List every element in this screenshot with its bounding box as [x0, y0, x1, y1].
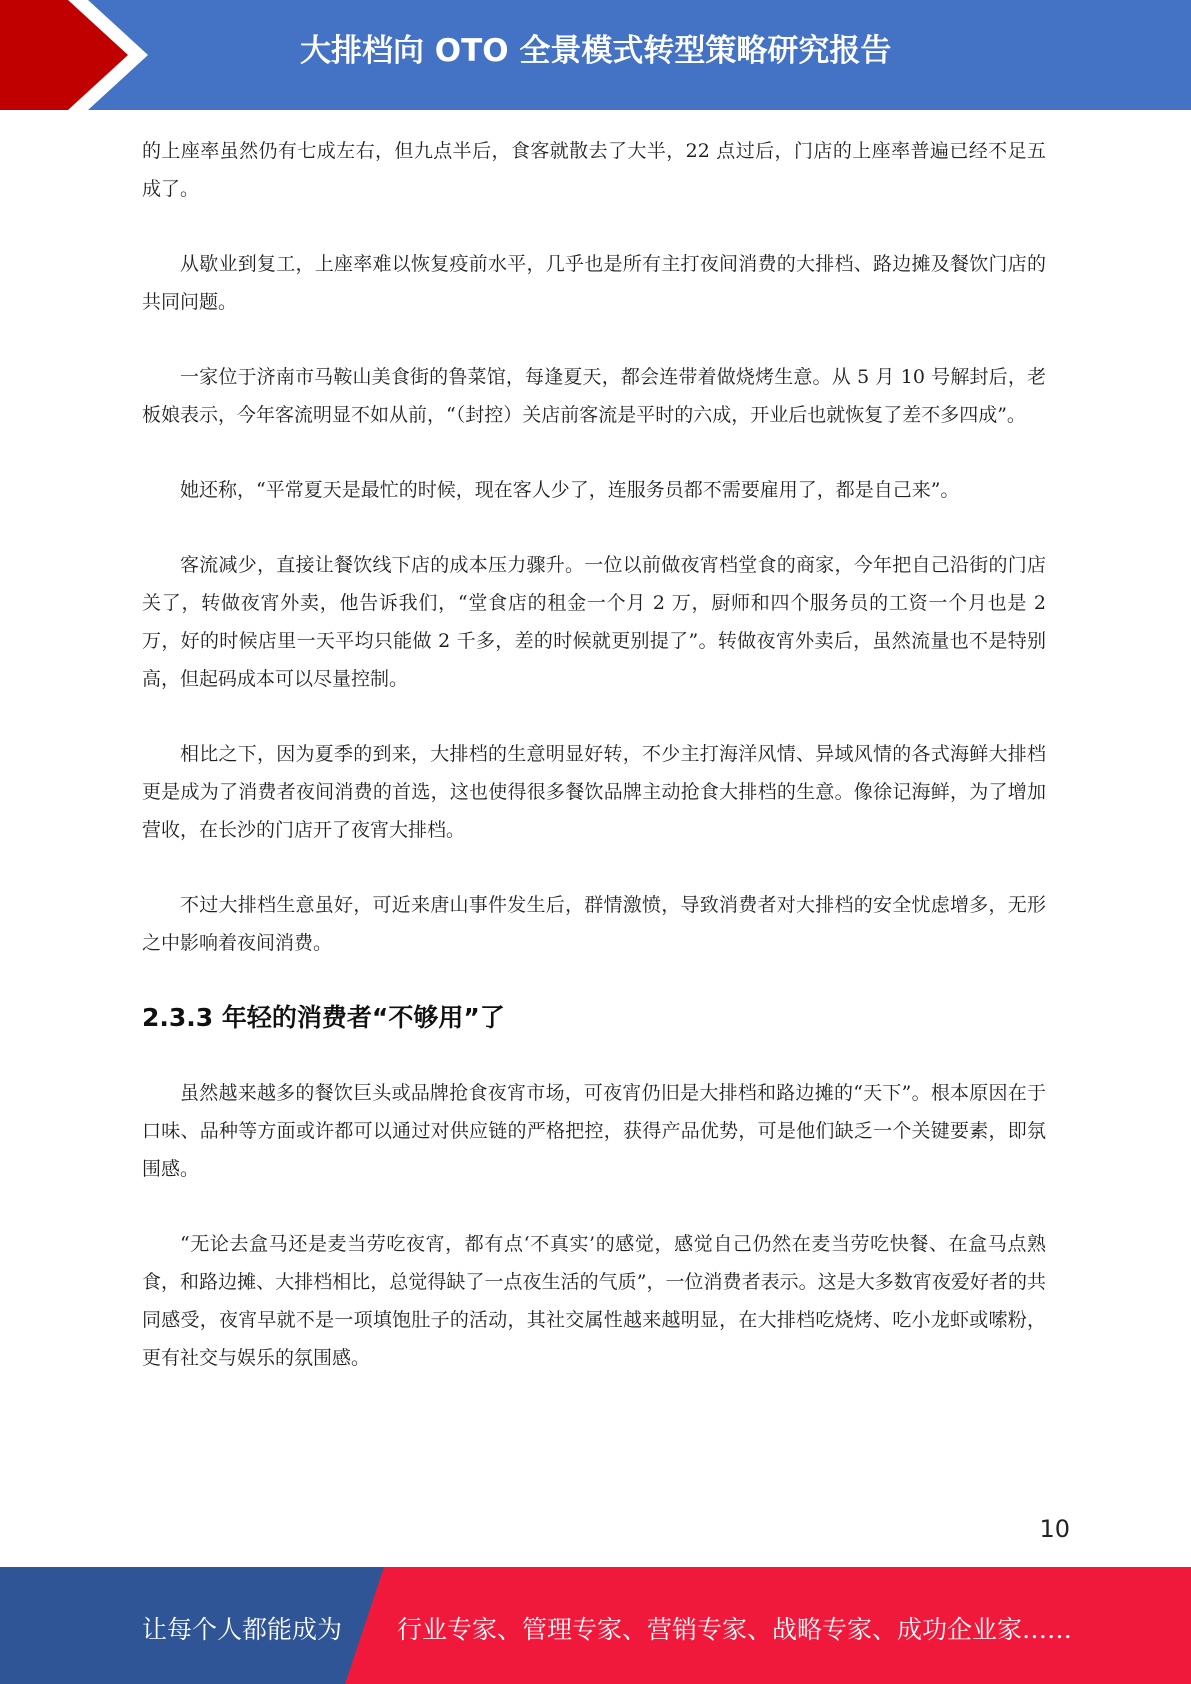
- page-number: 10: [1039, 1515, 1070, 1543]
- footer-slogan-right: 行业专家、管理专家、营销专家、战略专家、成功企业家……: [397, 1615, 1073, 1644]
- paragraph: 她还称，“平常夏天是最忙的时候，现在客人少了，连服务员都不需要雇用了，都是自己来”。: [180, 479, 960, 501]
- footer-banner: [0, 1567, 1191, 1684]
- document-body: [142, 132, 1046, 1377]
- paragraph: 虽然越来越多的餐饮巨头或品牌抢食夜宵市场，可夜宵仍旧是大排档和路边摊的“天下”。根本原因在于口味、品种等方面或许都可以通过对供应链的严格把控，获得产品优势，可是他们缺乏一个关键要素，即氛围感。: [142, 1082, 1046, 1180]
- header-banner: [0, 0, 1191, 110]
- paragraph: 相比之下，因为夏季的到来，大排档的生意明显好转，不少主打海洋风情、异域风情的各式海鲜大排档更是成为了消费者夜间消费的首选，这也使得很多餐饮品牌主动抢食大排档的生意。像徐记海鲜，为了增加营收，在长沙的门店开了夜宵大排档。: [142, 743, 1046, 841]
- paragraph-continuation: 的上座率虽然仍有七成左右，但九点半后，食客就散去了大半，22 点过后，门店的上座率普遍已经不足五成了。: [142, 140, 1046, 200]
- paragraph: 不过大排档生意虽好，可近来唐山事件发生后，群情激愤，导致消费者对大排档的安全忧虑增多，无形之中影响着夜间消费。: [142, 894, 1046, 954]
- footer-slogan-left: 让每个人都能成为: [142, 1615, 343, 1644]
- section-heading: 2.3.3 年轻的消费者“不够用”了: [142, 1003, 505, 1032]
- report-title: 大排档向 OTO 全景模式转型策略研究报告: [300, 33, 892, 69]
- paragraph: 从歇业到复工，上座率难以恢复疫前水平，几乎也是所有主打夜间消费的大排档、路边摊及餐饮门店的共同问题。: [142, 253, 1046, 313]
- paragraph: 一家位于济南市马鞍山美食街的鲁菜馆，每逢夏天，都会连带着做烧烤生意。从 5 月 10 号解封后，老板娘表示，今年客流明显不如从前，“（封控）关店前客流是平时的六成，开业后也就恢复了差不多四成”。: [142, 366, 1046, 426]
- paragraph: 客流减少，直接让餐饮线下店的成本压力骤升。一位以前做夜宵档堂食的商家，今年把自己沿街的门店关了，转做夜宵外卖，他告诉我们，“堂食店的租金一个月 2 万，厨师和四个服务员的工资一个月也是 2 万，好的时候店里一天平均只能做 2 千多，差的时候就更别提了”。转做夜宵外卖后，虽然流量也不是特别高，但起码成本可以尽量控制。: [142, 554, 1046, 690]
- paragraph: “无论去盒马还是麦当劳吃夜宵，都有点‘不真实’的感觉，感觉自己仍然在麦当劳吃快餐、在盒马点熟食，和路边摊、大排档相比，总觉得缺了一点夜生活的气质”，一位消费者表示。这是大多数宵夜爱好者的共同感受，夜宵早就不是一项填饱肚子的活动，其社交属性越来越明显，在大排档吃烧烤、吃小龙虾或嗦粉，更有社交与娱乐的氛围感。: [142, 1233, 1046, 1369]
